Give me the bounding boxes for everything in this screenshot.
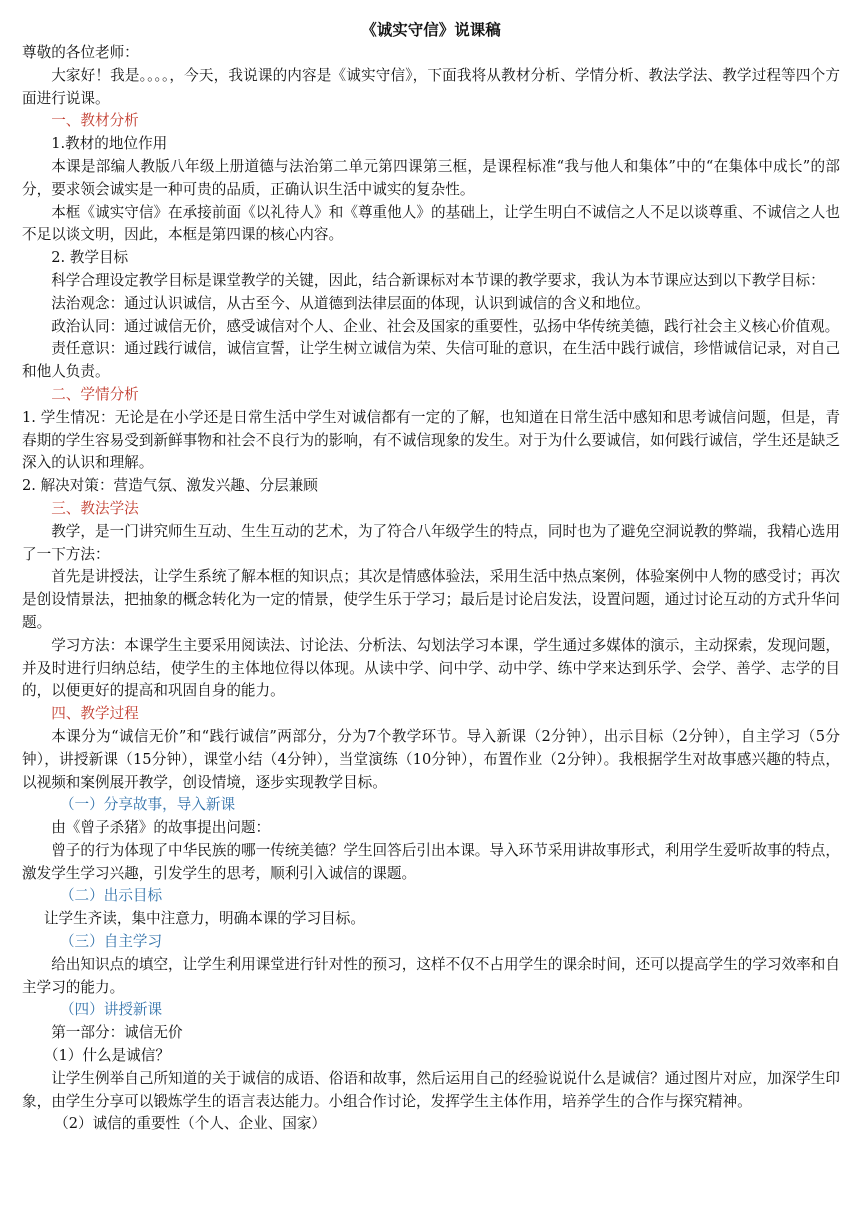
paragraph: 2. 解决对策：营造气氛、激发兴趣、分层兼顾 [22, 477, 318, 495]
paragraph: 本课分为“诚信无价”和“践行诚信”两部分，分为7个教学环节。导入新课（2分钟），出示目标（2分钟），自主学习（5分钟），讲授新课（15分钟），课堂小结（4分钟），当堂演练（10分钟），布置作业（2分钟）。我根据学生对故事感兴趣的特点，以视频和案例展开教学，创设情境，逐步实现教学目标。 [22, 727, 840, 791]
paragraph: 法治观念：通过认识诚信，从古至今、从道德到法律层面的体现，认识到诚信的含义和地位。 [51, 294, 650, 312]
subsection-heading-story: （一）分享故事，导入新课 [59, 796, 236, 814]
paragraph: 教学，是一门讲究师生互动、生生互动的艺术，为了符合八年级学生的特点，同时也为了避免空洞说教的弊端，我精心选用了一下方法： [22, 522, 840, 563]
section-heading-textbook-analysis: 一、教材分析 [51, 112, 139, 130]
paragraph: 第一部分：诚信无价 [51, 1024, 183, 1042]
paragraph: 让学生齐读，集中注意力，明确本课的学习目标。 [43, 910, 365, 928]
section-heading-teaching-methods: 三、教法学法 [51, 499, 139, 517]
section-heading-teaching-process: 四、教学过程 [51, 705, 139, 723]
paragraph: 责任意识：通过践行诚信，诚信宣誓，让学生树立诚信为荣、失信可耻的意识，在生活中践行诚信，珍惜诚信记录，对自己和他人负责。 [22, 340, 840, 381]
paragraph: 1. 学生情况：无论是在小学还是日常生活中学生对诚信都有一定的了解，也知道在日常生活中感知和思考诚信问题，但是，青春期的学生容易受到新鲜事物和社会不良行为的影响，有不诚信现象的发生。对于为什么要诚信，如何践行诚信，学生还是缺乏深入的认识和理解。 [22, 408, 840, 472]
paragraph: （2）诚信的重要性（个人、企业、国家） [54, 1115, 327, 1133]
paragraph: 由《曾子杀猪》的故事提出问题： [51, 819, 271, 837]
subheading-objectives: 2. 教学目标 [51, 249, 129, 267]
subheading-role: 1.教材的地位作用 [51, 135, 168, 153]
paragraph: 科学合理设定教学目标是课堂教学的关键，因此，结合新课标对本节课的教学要求，我认为本节课应达到以下教学目标： [51, 271, 825, 289]
paragraph: 让学生例举自己所知道的关于诚信的成语、俗语和故事，然后运用自己的经验说说什么是诚信？通过图片对应，加深学生印象，由学生分享可以锻炼学生的语言表达能力。小组合作讨论，发挥学生主体作用，培养学生的合作与探究精神。 [22, 1069, 840, 1110]
paragraph: 本框《诚实守信》在承接前面《以礼待人》和《尊重他人》的基础上，让学生明白不诚信之人不足以谈尊重、不诚信之人也不足以谈文明，因此，本框是第四课的核心内容。 [22, 203, 840, 244]
paragraph: 本课是部编人教版八年级上册道德与法治第二单元第四课第三框，是课程标准“我与他人和集体”中的“在集体中成长”的部分，要求领会诚实是一种可贵的品质，正确认识生活中诚实的复杂性。 [22, 157, 840, 198]
paragraph: 给出知识点的填空，让学生利用课堂进行针对性的预习，这样不仅不占用学生的课余时间，还可以提高学生的学习效率和自主学习的能力。 [22, 955, 840, 996]
section-heading-student-analysis: 二、学情分析 [51, 385, 139, 403]
greeting: 尊敬的各位老师： [22, 44, 139, 61]
paragraph: 学习方法：本课学生主要采用阅读法、讨论法、分析法、勾划法学习本课，学生通过多媒体的演示，主动探索，发现问题，并及时进行归纳总结，使学生的主体地位得以体现。从读中学、问中学、动中学、练中学来达到乐学、会学、善学、志学的目的，以便更好的提高和巩固自身的能力。 [22, 636, 840, 700]
subsection-heading-objectives: （二）出示目标 [59, 887, 163, 905]
document-title: 《诚实守信》说课稿 [361, 21, 501, 39]
paragraph: （1）什么是诚信？ [43, 1047, 170, 1065]
paragraph: 首先是讲授法，让学生系统了解本框的知识点；其次是情感体验法，采用生活中热点案例，体验案例中人物的感受讨；再次是创设情景法，把抽象的概念转化为一定的情景，使学生乐于学习；最后是讨论启发法，设置问题，通过讨论互动的方式升华问题。 [22, 568, 840, 631]
paragraph: 政治认同：通过诚信无价，感受诚信对个人、企业、社会及国家的重要性，弘扬中华传统美德，践行社会主义核心价值观。 [51, 317, 840, 335]
paragraph: 曾子的行为体现了中华民族的哪一传统美德？学生回答后引出本课。导入环节采用讲故事形式，利用学生爱听故事的特点，激发学生学习兴趣，引发学生的思考，顺利引入诚信的课题。 [22, 841, 840, 882]
intro-paragraph: 大家好！我是。。。。，今天，我说课的内容是《诚实守信》，下面我将从教材分析、学情分析、教法学法、教学过程等四个方面进行说课。 [22, 66, 840, 107]
subsection-heading-self-study: （三）自主学习 [59, 933, 163, 951]
subsection-heading-new-lesson: （四）讲授新课 [59, 1001, 163, 1019]
